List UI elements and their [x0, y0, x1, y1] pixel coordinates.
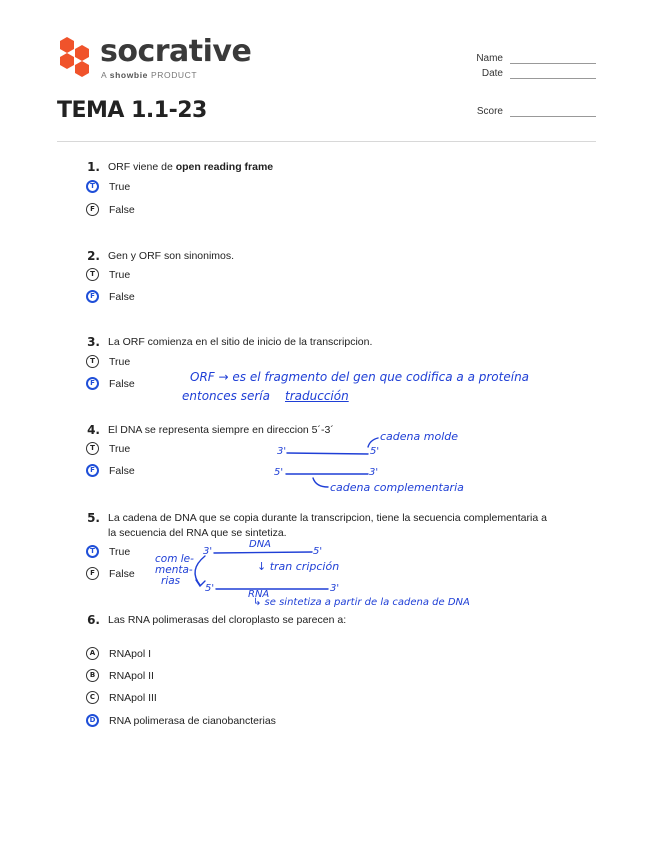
handwritten-note: ↓ tran cripción	[257, 560, 340, 573]
strand-end-label: 5'	[313, 546, 323, 557]
name-label: Name	[476, 53, 503, 64]
question-text: la secuencia del RNA que se sintetiza.	[108, 527, 287, 539]
option-bubble-f[interactable]: F	[86, 290, 99, 303]
option-label: True	[109, 546, 131, 558]
question-text: Las RNA polimerasas del cloroplasto se parecen a:	[108, 614, 347, 626]
handwritten-note: RNA	[248, 589, 270, 600]
question-number: 5.	[87, 511, 100, 525]
option-label: False	[109, 204, 135, 216]
question-number: 2.	[87, 249, 100, 263]
strand-end-label: 5'	[274, 467, 284, 478]
q5-curve-arrowhead	[196, 580, 205, 586]
option-bubble-t[interactable]: T	[86, 268, 99, 281]
option-bubble-c[interactable]: C	[86, 691, 99, 704]
brand-tagline: A showbie PRODUCT	[101, 70, 198, 80]
option-label: RNApol III	[109, 692, 157, 704]
page-title: TEMA 1.1-23	[57, 98, 207, 123]
option-label: False	[109, 291, 135, 303]
option-label: False	[109, 378, 135, 390]
strand-end-label: 3'	[203, 546, 213, 557]
question-number: 4.	[87, 423, 100, 437]
question-number: 3.	[87, 335, 100, 349]
strand-end-label: 3'	[277, 446, 287, 457]
option-label: True	[109, 181, 131, 193]
handwritten-note: com le- menta- rias	[155, 553, 194, 587]
option-label: RNApol II	[109, 670, 154, 682]
q4-molde-arrow	[368, 438, 378, 447]
option-label: RNApol I	[109, 648, 152, 660]
option-label: RNA polimerasa de cianobancterias	[109, 715, 276, 727]
handwritten-note: cadena complementaria	[330, 481, 464, 494]
option-bubble-t[interactable]: T	[86, 545, 99, 558]
handwritten-note: ↳ se sintetiza a partir de la cadena de DNA	[253, 597, 470, 608]
question-text: El DNA se representa siempre en direccion 5´-3´	[108, 424, 334, 436]
date-label: Date	[481, 68, 503, 79]
handwritten-note: cadena molde	[380, 430, 458, 443]
option-bubble-b[interactable]: B	[86, 669, 99, 682]
option-bubble-f[interactable]: F	[86, 567, 99, 580]
handwritten-note: entonces sería	[182, 389, 270, 403]
option-label: True	[109, 269, 131, 281]
strand-end-label: 5'	[205, 583, 215, 594]
question-number: 1.	[87, 160, 100, 174]
option-bubble-f[interactable]: F	[86, 377, 99, 390]
option-bubble-d[interactable]: D	[86, 714, 99, 727]
question-text: La cadena de DNA que se copia durante la transcripcion, tiene la secuencia complementaria a	[108, 512, 547, 524]
option-bubble-t[interactable]: T	[86, 180, 99, 193]
q5-dna-strand-line	[214, 552, 312, 553]
option-bubble-f[interactable]: F	[86, 203, 99, 216]
question-text: La ORF comienza en el sitio de inicio de la transcripcion.	[108, 336, 373, 348]
brand-name: socrative	[100, 34, 252, 69]
option-bubble-a[interactable]: A	[86, 647, 99, 660]
question-text: Gen y ORF son sinonimos.	[108, 250, 235, 262]
option-label: False	[109, 465, 135, 477]
question-number: 6.	[87, 613, 100, 627]
strand-end-label: 5'	[370, 446, 380, 457]
option-label: False	[109, 568, 135, 580]
handwritten-note: traducción	[285, 389, 349, 403]
handwritten-note: ORF → es el fragmento del gen que codifica a a proteína	[190, 370, 530, 384]
question-text: ORF viene de open reading frame	[108, 161, 274, 173]
strand-end-label: 3'	[369, 467, 379, 478]
q4-complementary-arrow	[313, 478, 328, 487]
option-bubble-t[interactable]: T	[86, 355, 99, 368]
score-label: Score	[476, 106, 503, 117]
strand-end-label: 3'	[330, 583, 340, 594]
option-label: True	[109, 356, 131, 368]
option-bubble-t[interactable]: T	[86, 442, 99, 455]
q4-template-strand-line	[287, 453, 368, 454]
option-bubble-f[interactable]: F	[86, 464, 99, 477]
handwritten-note: DNA	[249, 539, 272, 550]
option-label: True	[109, 443, 131, 455]
